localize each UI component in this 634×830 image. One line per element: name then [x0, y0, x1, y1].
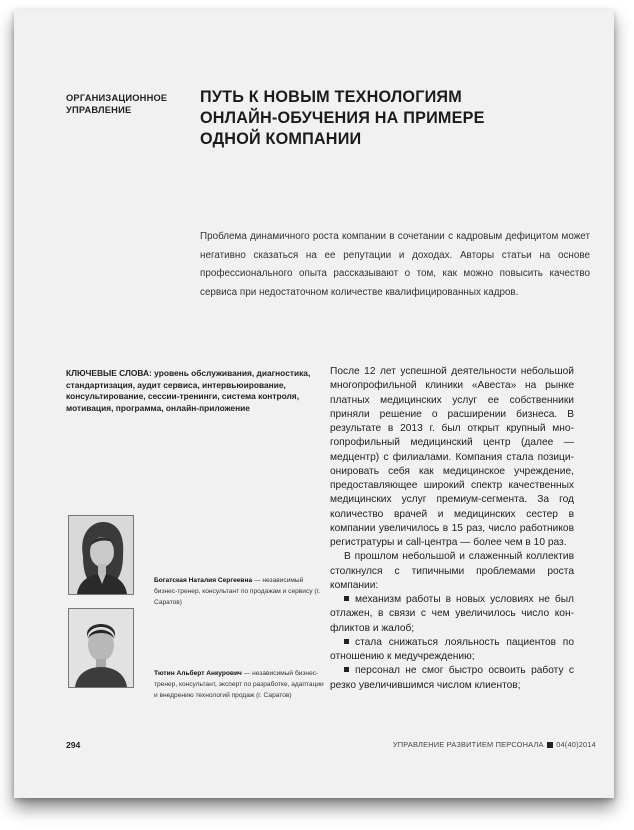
author-name: Тютин Альберт Анкурович [154, 670, 242, 677]
author-photo [68, 608, 134, 688]
keywords-label: КЛЮЧЕВЫЕ СЛОВА: [66, 368, 152, 378]
article-lead: Проблема динамичного роста компании в сочетании с кадровым дефицитом может негативно сказаться на ее репутации и доходах. Авторы статьи на основе профессионального опыта рассказывают о том, как можно повысить качество сервиса при недостаточном количестве квалифицированных кадров. [200, 231, 590, 298]
bullet-square-icon [344, 667, 349, 672]
author-description: — независимый бизнес-тренер, консультант, эксперт по разработке, адаптации и внедрению технологий продаж (г. Саратов) [154, 670, 324, 699]
author-info [154, 576, 324, 608]
author-info [154, 669, 324, 701]
page-number: 294 [66, 740, 81, 750]
bullet-square-icon [344, 639, 349, 644]
keywords-text: уровень обслуживания, диагностика, стандартизация, аудит сервиса, интервьюирование, консультирование, сессии-тренинги, система контроля, мотивация, программа, онлайн-приложение [66, 368, 311, 413]
keywords [66, 368, 311, 414]
list-item-text: стала снижаться лояльность пациентов по отношению к медучреждению; [330, 636, 574, 662]
list-item [330, 636, 574, 665]
article-body [330, 365, 574, 693]
list-item [330, 593, 574, 636]
list-item [330, 664, 574, 693]
journal-footer [393, 740, 596, 749]
author-description: — независимый бизнес-тренер, консультант по продажам и сервису (г. Саратов) [154, 577, 321, 606]
author-photo [68, 515, 134, 595]
author-name: Богатская Наталия Сергеевна [154, 577, 253, 584]
list-item-text: персонал не смог быстро освоить работу с резко увеличившимся числом клиентов; [330, 665, 574, 691]
article-title: ПУТЬ К НОВЫМ ТЕХНОЛОГИЯМ ОНЛАЙН-ОБУЧЕНИЯ НА ПРИМЕРЕ ОДНОЙ КОМПАНИИ [200, 88, 485, 148]
man-portrait-icon [69, 609, 133, 687]
bullet-square-icon [344, 596, 349, 601]
issue-number: 04(40)2014 [556, 740, 596, 749]
body-paragraph: После 12 лет успешной деятельности небольшой многопрофильной клиники «Авеста» на рынке платных медицинских услуг ее собственники приняли решение о расширении бизнеса. В результате в 2013 г. был открыт крупный многопрофильный медицинский центр (далее — медцентр) с филиалами. Компания стала позиционировать себя как медицинское учреждение, предоставляющее широкий спектр качественных медицинских услуг премиум-сегмента. За год количество врачей и медицинских сестер в компании увеличилось в 15 раз, число работников регистратуры и call-центра — более чем в 10 раз. [330, 366, 574, 548]
list-item-text: механизм работы в новых условиях не был отлажен, в связи с чем увеличилось число конфликтов и жалоб; [330, 594, 574, 634]
body-paragraph: В прошлом небольшой и слаженный коллектив столкнулся с типичными проблемами роста компании: [330, 551, 574, 591]
woman-portrait-icon [69, 516, 133, 594]
section-label: ОРГАНИЗАЦИОННОЕ УПРАВЛЕНИЕ [66, 93, 168, 115]
journal-name: УПРАВЛЕНИЕ РАЗВИТИЕМ ПЕРСОНАЛА [392, 740, 544, 749]
separator-square-icon [547, 742, 553, 748]
